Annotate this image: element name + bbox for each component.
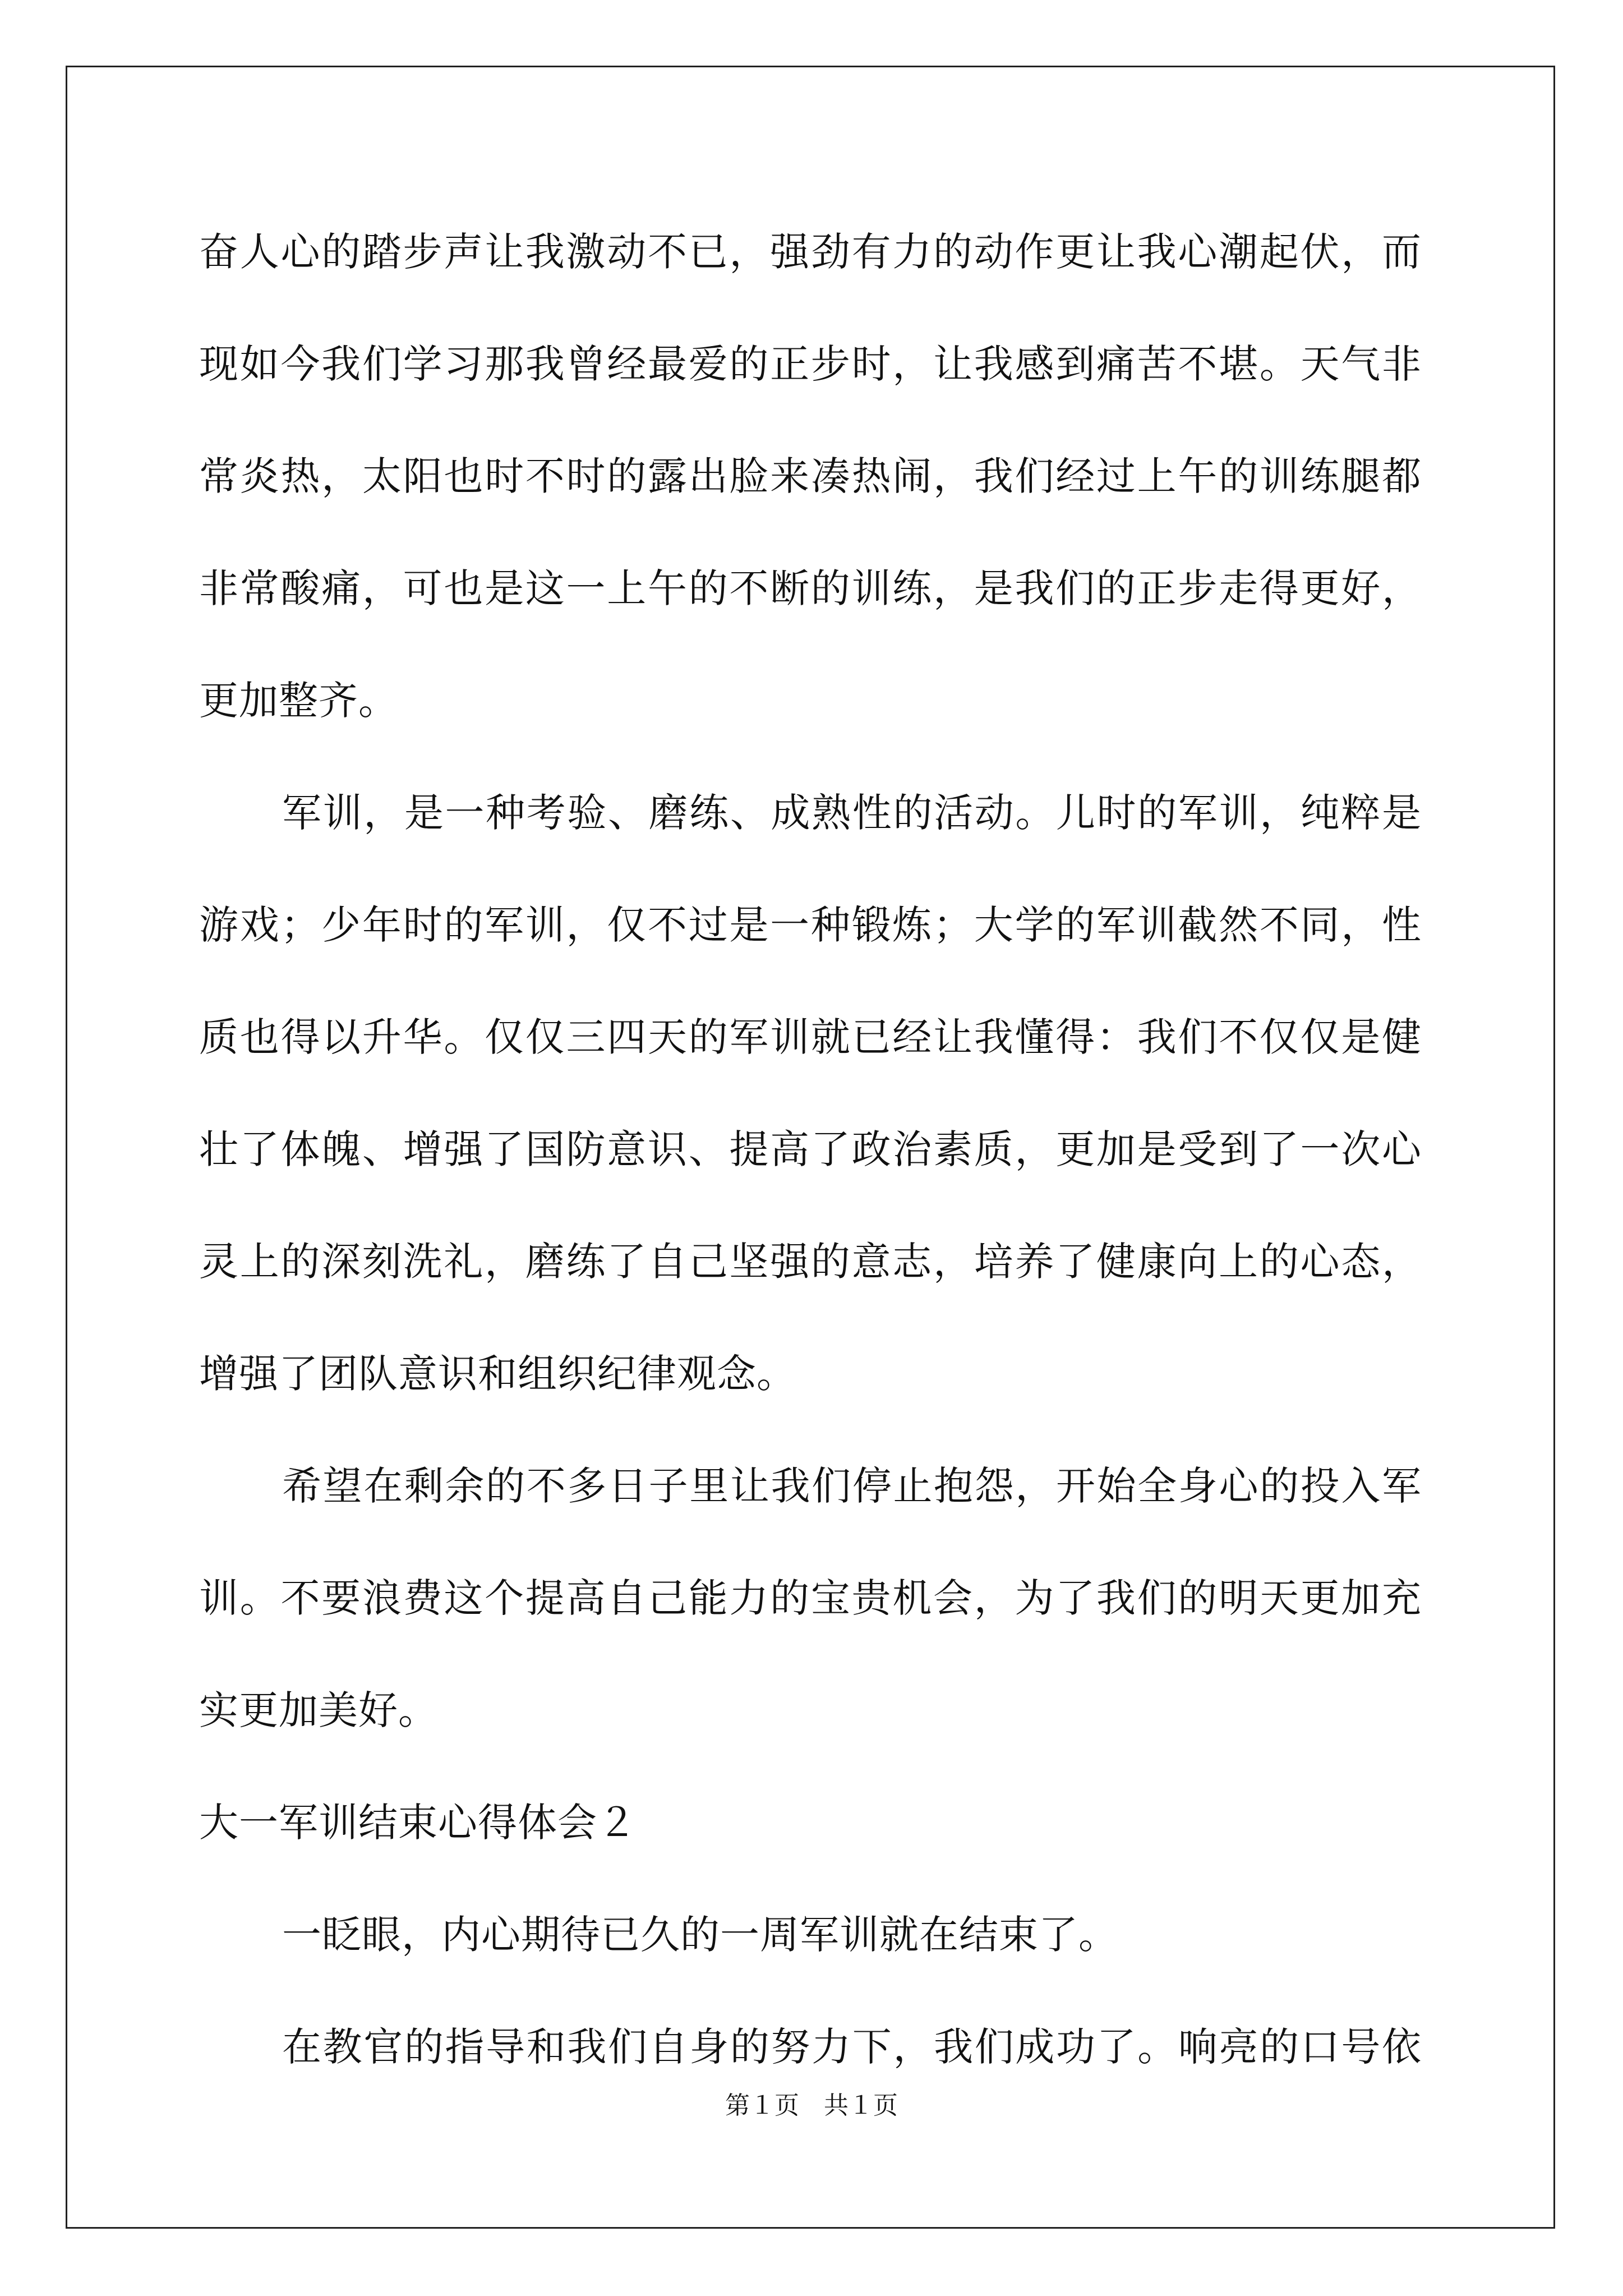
text-line: 非常酸痛，可也是这一上午的不断的训练，是我们的正步走得更好，: [199, 565, 1422, 611]
text-line: 实更加美好。: [199, 1687, 438, 1733]
text-line: 质也得以升华。仅仅三四天的军训就已经让我懂得：我们不仅仅是健: [199, 1014, 1422, 1060]
text-line: 希望在剩余的不多日子里让我们停止抱怨，开始全身心的投入军: [282, 1463, 1422, 1509]
text-line: 奋人心的踏步声让我激动不已，强劲有力的动作更让我心潮起伏，而: [199, 229, 1422, 275]
text-line: 训。不要浪费这个提高自己能力的宝贵机会，为了我们的明天更加充: [199, 1575, 1422, 1621]
page-footer: 第１页 共１页: [725, 2091, 898, 2120]
text-line: 更加整齐。: [199, 678, 398, 724]
text-line: 军训，是一种考验、磨练、成熟性的活动。儿时的军训，纯粹是: [282, 790, 1422, 836]
text-line: 现如今我们学习那我曾经最爱的正步时，让我感到痛苦不堪。天气非: [199, 341, 1422, 387]
text-line: 大一军训结束心得体会２: [199, 1800, 637, 1846]
text-line: 一眨眼，内心期待已久的一周军训就在结束了。: [282, 1912, 1118, 1958]
text-line: 常炎热，太阳也时不时的露出脸来凑热闹，我们经过上午的训练腿都: [199, 453, 1422, 499]
text-line: 游戏；少年时的军训，仅不过是一种锻炼；大学的军训截然不同，性: [199, 902, 1422, 948]
text-line: 增强了团队意识和组织纪律观念。: [199, 1351, 796, 1397]
text-line: 灵上的深刻洗礼，磨练了自己坚强的意志，培养了健康向上的心态，: [199, 1239, 1422, 1285]
document-body: [199, 219, 1422, 2126]
text-line: 壮了体魄、增强了国防意识、提高了政治素质，更加是受到了一次心: [199, 1126, 1422, 1172]
text-line: 在教官的指导和我们自身的努力下，我们成功了。响亮的口号依: [282, 2024, 1422, 2070]
